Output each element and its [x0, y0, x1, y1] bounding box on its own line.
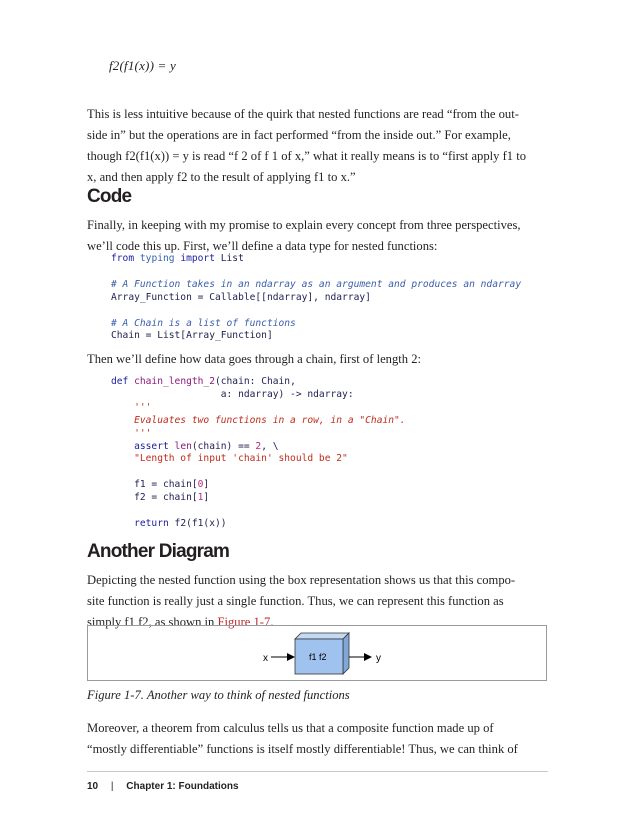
code2-line: a: ndarray) -> ndarray: [111, 388, 354, 400]
figure-1-7-link[interactable]: Figure 1-7 [217, 615, 271, 629]
paragraph-nested-intuition [87, 104, 549, 188]
para1-line3: though f2(f1(x)) = y is read “f 2 of f 1 of x,” what it really means is to “first apply f1 to [87, 149, 527, 163]
code1-line [111, 266, 521, 279]
paragraph-code-intro [87, 215, 549, 257]
code2-line: def chain_length_2(chain: Chain, [111, 376, 296, 387]
figure-1-7 [87, 625, 547, 681]
code1-line [111, 305, 521, 318]
para4-line2: site function is really just a single function. Thus, we can represent this function as [87, 594, 504, 608]
footer-separator: | [110, 781, 114, 792]
code1-line: Array_Function = Callable[[ndarray], ndarray] [111, 291, 371, 303]
para2-line2: we’ll code this up. First, we’ll define a data type for nested functions: [87, 239, 438, 253]
heading-another-diagram: Another Diagram [87, 541, 230, 562]
code1-line: # A Chain is a list of functions [111, 317, 296, 329]
code1-line: # A Function takes in an ndarray as an argument and produces an ndarray [111, 278, 522, 290]
code2-line: f1 = chain[0] [111, 479, 210, 491]
heading-code: Code [87, 186, 132, 207]
footer-chapter: Chapter 1: Foundations [126, 781, 239, 792]
para1-line1: This is less intuitive because of the quirk that nested functions are read “from the out- [87, 107, 519, 121]
diagram-input-label: x [263, 653, 268, 664]
composite-function-diagram [88, 626, 546, 680]
page-number: 10 [87, 781, 99, 792]
para4-line3-text: simply f1 f2, as shown in [87, 615, 218, 629]
paragraph-chain-intro: Then we’ll define how data goes through a chain, first of length 2: [87, 352, 421, 366]
para1-line4: x, and then apply f2 to the result of applying f1 to x.” [87, 170, 356, 184]
para5-line1: Moreover, a theorem from calculus tells us that a composite function made up of [87, 721, 494, 735]
code2-line: ''' [111, 427, 152, 439]
code2-line: Evaluates two functions in a row, in a "Chain". [111, 414, 406, 426]
para1-line2: side in” but the operations are in fact performed “from the inside out.” For example, [87, 128, 511, 142]
code2-line: assert len(chain) == 2, \ [134, 440, 279, 452]
para5-line2: “mostly differentiable” functions is itself mostly differentiable! Thus, we can think of [87, 742, 518, 756]
diagram-output-label: y [376, 653, 381, 664]
page-footer [87, 781, 239, 792]
diagram-box-label: f1 f2 [309, 652, 327, 662]
code2-line: ''' [111, 401, 152, 413]
code1-line: from typing import List [111, 253, 244, 264]
para4-line3-end: . [270, 615, 274, 629]
code1-line: Chain = List[Array_Function] [111, 330, 273, 342]
code2-line: return f2(f1(x)) [134, 517, 227, 529]
paragraph-box-representation [87, 570, 549, 633]
figure-caption: Figure 1-7. Another way to think of nested functions [87, 688, 350, 702]
formula-top: f2(f1(x)) = y [109, 58, 176, 73]
diagram-box-side [343, 633, 349, 674]
para2-line1: Finally, in keeping with my promise to explain every concept from three perspectives, [87, 218, 521, 232]
footer-divider [87, 771, 548, 772]
code-block-types [111, 253, 521, 343]
code2-line: f2 = chain[1] [111, 492, 210, 504]
paragraph-calculus-theorem [87, 718, 549, 760]
code2-line [111, 466, 406, 479]
diagram-box-top [295, 633, 349, 639]
code-block-chain-length-2 [111, 376, 406, 531]
code2-line [111, 505, 406, 518]
para4-line1: Depicting the nested function using the box representation shows us that this compo- [87, 573, 516, 587]
code2-line: "Length of input 'chain' should be 2" [111, 453, 348, 465]
